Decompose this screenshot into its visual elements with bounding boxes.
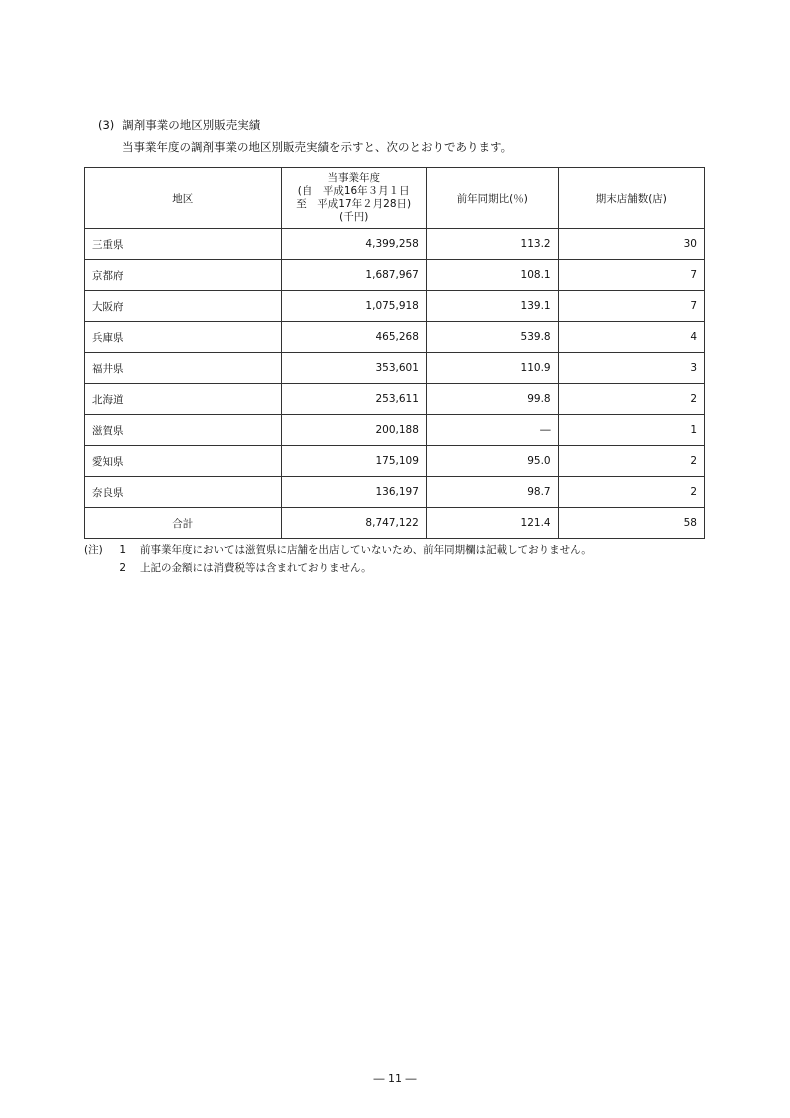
cell-yoy: 113.2 bbox=[426, 229, 558, 260]
cell-yoy: 539.8 bbox=[426, 322, 558, 353]
cell-stores: 7 bbox=[558, 260, 704, 291]
cell-region: 愛知県 bbox=[85, 446, 282, 477]
cell-sales: 253,611 bbox=[281, 384, 426, 415]
table-row bbox=[85, 229, 705, 260]
cell-sales: 353,601 bbox=[281, 353, 426, 384]
note-text: 前事業年度においては滋賀県に店舗を出店していないため、前年同期欄は記載しておりません。 bbox=[140, 544, 592, 556]
note-number: 1 bbox=[119, 544, 126, 556]
cell-stores: 2 bbox=[558, 477, 704, 508]
table-row bbox=[85, 322, 705, 353]
note-item bbox=[84, 541, 592, 559]
note-number: 2 bbox=[119, 562, 126, 574]
cell-yoy: 108.1 bbox=[426, 260, 558, 291]
cell-stores: 2 bbox=[558, 384, 704, 415]
cell-total-sales: 8,747,122 bbox=[281, 508, 426, 539]
table-row bbox=[85, 477, 705, 508]
cell-region: 北海道 bbox=[85, 384, 282, 415]
cell-stores: 3 bbox=[558, 353, 704, 384]
table-row bbox=[85, 446, 705, 477]
header-sales-to: 至 平成17年２月28日) bbox=[296, 198, 412, 210]
cell-yoy: 139.1 bbox=[426, 291, 558, 322]
table-row bbox=[85, 415, 705, 446]
cell-region: 奈良県 bbox=[85, 477, 282, 508]
cell-sales: 1,075,918 bbox=[281, 291, 426, 322]
cell-region: 京都府 bbox=[85, 260, 282, 291]
notes bbox=[84, 541, 592, 577]
header-sales-unit: (千円) bbox=[339, 211, 369, 223]
page-number: ― 11 ― bbox=[373, 1072, 417, 1085]
cell-yoy: 99.8 bbox=[426, 384, 558, 415]
cell-stores: 4 bbox=[558, 322, 704, 353]
header-sales bbox=[281, 168, 426, 229]
notes-label: (注) bbox=[84, 544, 103, 556]
table-row bbox=[85, 291, 705, 322]
cell-region: 福井県 bbox=[85, 353, 282, 384]
cell-sales: 4,399,258 bbox=[281, 229, 426, 260]
cell-sales: 465,268 bbox=[281, 322, 426, 353]
cell-sales: 175,109 bbox=[281, 446, 426, 477]
section-number: (3) bbox=[98, 118, 115, 132]
cell-stores: 30 bbox=[558, 229, 704, 260]
cell-yoy: 110.9 bbox=[426, 353, 558, 384]
section-heading bbox=[98, 117, 260, 133]
cell-region: 三重県 bbox=[85, 229, 282, 260]
table-row bbox=[85, 384, 705, 415]
header-sales-from: (自 平成16年３月１日 bbox=[297, 185, 410, 197]
header-stores: 期末店舗数(店) bbox=[558, 168, 704, 229]
cell-stores: 1 bbox=[558, 415, 704, 446]
cell-sales: 136,197 bbox=[281, 477, 426, 508]
table-header-row bbox=[85, 168, 705, 229]
regional-sales-table bbox=[84, 167, 705, 539]
cell-total-stores: 58 bbox=[558, 508, 704, 539]
cell-sales: 1,687,967 bbox=[281, 260, 426, 291]
header-yoy: 前年同期比(％) bbox=[426, 168, 558, 229]
cell-total-label: 合計 bbox=[85, 508, 282, 539]
table-row bbox=[85, 353, 705, 384]
table-row bbox=[85, 260, 705, 291]
section-title: 調剤事業の地区別販売実績 bbox=[122, 118, 261, 132]
cell-yoy: 95.0 bbox=[426, 446, 558, 477]
section-intro: 当事業年度の調剤事業の地区別販売実績を示すと、次のとおりであります。 bbox=[122, 140, 513, 154]
cell-sales: 200,188 bbox=[281, 415, 426, 446]
table-total-row bbox=[85, 508, 705, 539]
cell-stores: 2 bbox=[558, 446, 704, 477]
cell-total-yoy: 121.4 bbox=[426, 508, 558, 539]
header-region: 地区 bbox=[85, 168, 282, 229]
cell-yoy: ― bbox=[426, 415, 558, 446]
note-text: 上記の金額には消費税等は含まれておりません。 bbox=[140, 562, 372, 574]
cell-yoy: 98.7 bbox=[426, 477, 558, 508]
cell-region: 兵庫県 bbox=[85, 322, 282, 353]
note-item bbox=[84, 559, 592, 577]
cell-region: 滋賀県 bbox=[85, 415, 282, 446]
cell-stores: 7 bbox=[558, 291, 704, 322]
header-sales-title: 当事業年度 bbox=[327, 172, 380, 184]
cell-region: 大阪府 bbox=[85, 291, 282, 322]
